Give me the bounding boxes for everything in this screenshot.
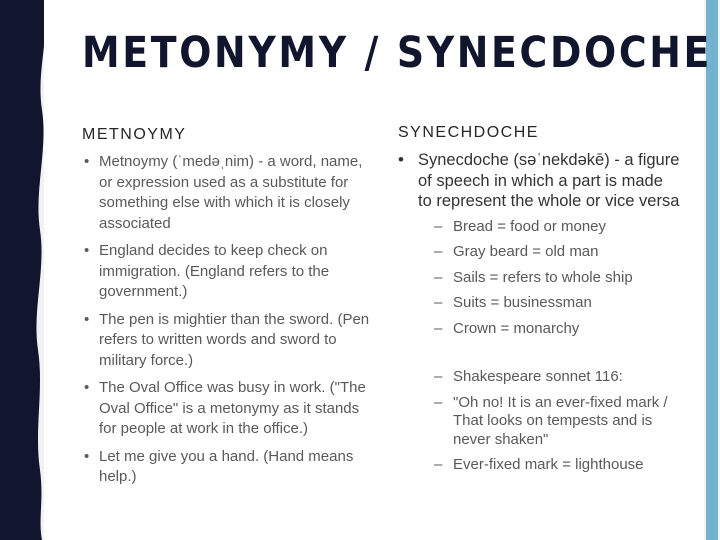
metonymy-example: • The Oval Office was busy in work. ("The Oval Office" is a metonymy as it stands for people at work in the office.) bbox=[82, 378, 372, 440]
sonnet-reference: – Shakespeare sonnet 116: bbox=[398, 368, 680, 387]
sonnet-examples bbox=[398, 368, 680, 475]
sonnet-quote: – "Oh no! It is an ever-fixed mark / That looks on tempests and is never shaken" bbox=[398, 394, 680, 450]
slide-title: METONYMY / SYNECDOCHE bbox=[82, 28, 713, 78]
synecdoche-example: – Sails = refers to whole ship bbox=[398, 269, 680, 288]
accent-stripe bbox=[706, 0, 718, 540]
metonymy-example: • The pen is mightier than the sword. (Pen refers to written words and sword to military force.) bbox=[82, 310, 372, 372]
metonymy-example: • Let me give you a hand. (Hand means help.) bbox=[82, 447, 372, 488]
synecdoche-column bbox=[398, 150, 680, 482]
synecdoche-example: – Gray beard = old man bbox=[398, 243, 680, 262]
synecdoche-definition: • Synecdoche (səˈnekdəkē) - a figure of speech in which a part is made to represent the whole or vice versa bbox=[398, 150, 680, 212]
synecdoche-heading: SYNECHDOCHE bbox=[398, 124, 539, 141]
spacer bbox=[398, 345, 680, 362]
synecdoche-example: – Crown = monarchy bbox=[398, 320, 680, 339]
synecdoche-example: – Suits = businessman bbox=[398, 294, 680, 313]
synecdoche-example: – Bread = food or money bbox=[398, 218, 680, 237]
metonymy-example: • England decides to keep check on immigration. (England refers to the government.) bbox=[82, 241, 372, 303]
synecdoche-examples bbox=[398, 218, 680, 339]
sonnet-explanation: – Ever-fixed mark = lighthouse bbox=[398, 456, 680, 475]
metonymy-definition: • Metnoymy (ˈmedəˌnim) - a word, name, or expression used as a substitute for something else with which it is closely associated bbox=[82, 152, 372, 234]
metonymy-heading: METNOYMY bbox=[82, 126, 187, 143]
right-accent-bar bbox=[704, 0, 720, 540]
metonymy-column bbox=[82, 152, 372, 495]
